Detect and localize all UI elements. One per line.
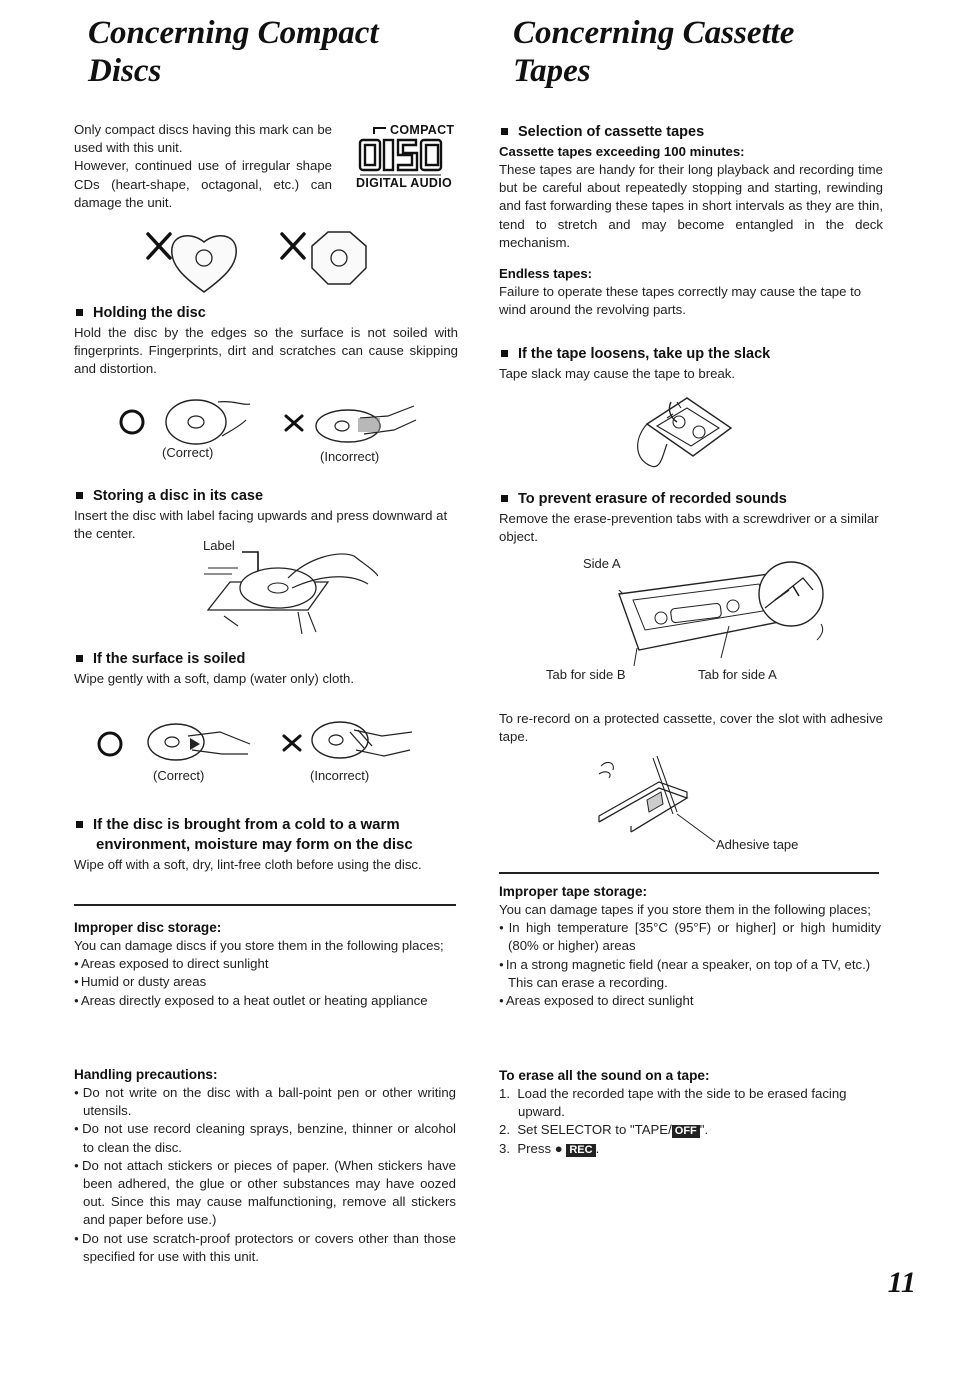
logo-compact-word: COMPACT: [390, 123, 455, 137]
wiping-correct-caption: (Correct): [153, 768, 205, 783]
selection-section: [499, 123, 883, 319]
erase-all-section: [499, 1067, 881, 1158]
storing-disc-figure: [198, 546, 378, 638]
octagonal-disc-icon: [312, 232, 366, 284]
rerecord-text: To re-record on a protected cassette, cover the slot with adhesive tape.: [499, 711, 883, 745]
cold-heading: If the disc is brought from a cold to a warm environment, moisture may form on the disc: [74, 815, 458, 855]
endless-tapes-text: Failure to operate these tapes correctly may cause the tape to wind around the revolving parts.: [499, 284, 862, 318]
handling-list: [74, 1084, 456, 1266]
slack-heading: If the tape loosens, take up the slack: [499, 345, 883, 364]
storing-text: Insert the disc with label facing upwards and press downward at the center.: [74, 508, 448, 542]
storing-section: [74, 487, 458, 543]
tab-side-b-caption: Tab for side B: [546, 667, 626, 682]
list-item: ● In a strong magnetic field (near a speaker, on top of a TV, etc.): [499, 956, 881, 974]
holding-correct-caption: (Correct): [162, 445, 214, 460]
list-item: ● Areas exposed to direct sunlight: [499, 992, 881, 1010]
slack-section: [499, 345, 883, 383]
erase-note: This can erase a recording.: [508, 974, 668, 990]
list-item: 1. Load the recorded tape with the side to be erased facing upward.: [499, 1086, 847, 1120]
holding-heading: Holding the disc: [74, 304, 458, 323]
list-item: ● Do not use record cleaning sprays, benzine, thinner or alcohol to clean the disc.: [74, 1120, 456, 1156]
storing-heading: Storing a disc in its case: [74, 487, 458, 506]
cold-text: Wipe off with a soft, dry, lint-free cloth before using the disc.: [74, 857, 422, 872]
irregular-discs-figure: [142, 226, 382, 296]
erase-all-steps: [499, 1085, 881, 1158]
cd-intro: [74, 121, 332, 212]
improper-disc-section: [74, 919, 456, 1010]
list-item: 2. Set SELECTOR to "TAPE/ OFF ".: [499, 1122, 709, 1138]
improper-tape-list-2: [499, 992, 881, 1010]
rec-badge: REC: [566, 1144, 595, 1157]
erasure-heading: To prevent erasure of recorded sounds: [499, 490, 883, 509]
compact-disc-logo: [356, 118, 460, 194]
list-item: ● Do not attach stickers or pieces of paper. (When stickers have been adhered, the glue or other substances may have oozed out. Since this may cause malfunctioning, remove all stickers and paper before use.): [74, 1157, 456, 1230]
erase-all-heading: To erase all the sound on a tape:: [499, 1068, 710, 1083]
erasure-text: Remove the erase-prevention tabs with a screwdriver or a similar object.: [499, 511, 879, 545]
left-title: Concerning Compact Discs: [88, 15, 379, 89]
off-badge: OFF: [672, 1125, 700, 1138]
handling-heading: Handling precautions:: [74, 1067, 218, 1082]
erase-tabs-figure: [599, 556, 839, 666]
side-a-caption: Side A: [583, 556, 621, 571]
heart-disc-icon: [172, 236, 236, 292]
endless-tapes-subheading: Endless tapes:: [499, 266, 593, 282]
holding-text: Hold the disc by the edges so the surface is not soiled with fingerprints. Fingerprints, dirt and scratches can cause skipping and distortion.: [74, 325, 458, 377]
soiled-text: Wipe gently with a soft, damp (water only) cloth.: [74, 671, 354, 686]
list-item: ● Do not write on the disc with a ball-point pen or other writing utensils.: [74, 1084, 456, 1120]
improper-tape-list: [499, 919, 881, 974]
holding-incorrect-caption: (Incorrect): [320, 449, 380, 464]
tab-side-a-caption: Tab for side A: [698, 667, 777, 682]
list-item: ● In high temperature [35°C (95°F) or higher] or high humidity (80% or higher) areas: [499, 919, 881, 955]
cold-section: [74, 815, 458, 874]
erasure-section: [499, 490, 883, 546]
rerecord-block: [499, 710, 883, 746]
long-tapes-subheading: Cassette tapes exceeding 100 minutes:: [499, 144, 745, 159]
storing-label-caption: Label: [203, 538, 235, 553]
list-item: ● Do not use scratch-proof protectors or covers other than those specified for use with this unit.: [74, 1230, 456, 1266]
improper-disc-list: [74, 955, 456, 1010]
wiping-incorrect-caption: (Incorrect): [310, 768, 370, 783]
list-item: ● Humid or dusty areas: [74, 973, 456, 991]
slack-cassette-figure: [627, 394, 737, 478]
right-divider: [499, 872, 879, 874]
list-item: ● Areas exposed to direct sunlight: [74, 955, 456, 973]
slack-text: Tape slack may cause the tape to break.: [499, 366, 736, 381]
improper-disc-text: You can damage discs if you store them in the following places;: [74, 938, 444, 953]
holding-disc-figure: [114, 390, 434, 450]
logo-digital-audio-word: DIGITAL AUDIO: [356, 176, 453, 190]
improper-tape-heading: Improper tape storage:: [499, 884, 648, 899]
holding-section: [74, 304, 458, 379]
improper-tape-section: [499, 883, 881, 1010]
improper-tape-text: You can damage tapes if you store them in the following places;: [499, 902, 871, 917]
selection-heading: Selection of cassette tapes: [499, 123, 883, 142]
cd-intro-text: Only compact discs having this mark can be used with this unit. However, continued use of irregular shape CDs (heart-shape, octagonal, etc.) can damage the unit.: [74, 122, 332, 210]
improper-disc-heading: Improper disc storage:: [74, 920, 222, 935]
list-item: ● Areas directly exposed to a heat outlet or heating appliance: [74, 992, 456, 1010]
long-tapes-text: These tapes are handy for their long playback and recording time but be careful about repeatedly stopping and starting, rewinding and fast forwarding these tapes in short intervals as they are thin, tend to stretch and may become entangled in the deck mechanism.: [499, 162, 883, 250]
handling-section: [74, 1066, 456, 1266]
adhesive-tape-caption: Adhesive tape: [716, 837, 799, 852]
list-item: 3. Press ● REC .: [499, 1140, 600, 1156]
soiled-heading: If the surface is soiled: [74, 650, 458, 669]
soiled-section: [74, 650, 458, 688]
left-divider: [74, 904, 456, 906]
page-number: 11: [887, 1266, 916, 1299]
wiping-disc-figure: [92, 714, 432, 772]
right-title: Concerning Cassette Tapes: [513, 15, 795, 89]
adhesive-tape-figure: [591, 752, 721, 842]
